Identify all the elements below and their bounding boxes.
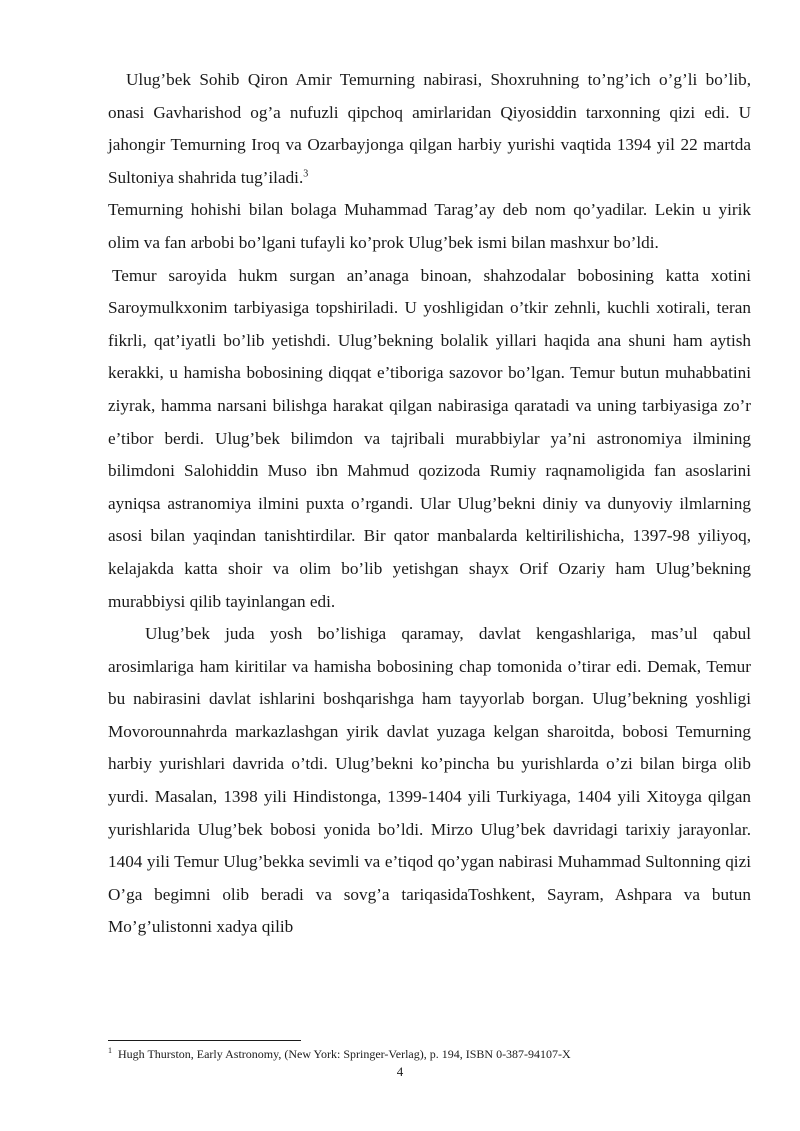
paragraph-1 [108, 64, 751, 194]
footnote-reference[interactable]: 3 [303, 168, 309, 180]
footnote-divider [108, 1040, 301, 1041]
document-body [108, 64, 751, 944]
footnote [108, 1047, 751, 1062]
page-number: 4 [396, 1064, 404, 1079]
paragraph-1-text: Ulug’bek Sohib Qiron Amir Temurning nabirasi, Shoxruhning to’ng’ich o’g’li bo’lib, onasi Gavharishod og’a nufuzli qipchoq amirlaridan Qiyosiddin tarxonning qizi edi. U jahongir Temurning Iroq va Ozarbayjonga qilgan harbiy yurishi vaqtida 1394 yil 22 martda Sultoniya shahrida tug’iladi. [108, 70, 751, 187]
footnote-marker: 1 [108, 1046, 112, 1055]
paragraph-4: Ulug’bek juda yosh bo’lishiga qaramay, davlat kengashlariga, mas’ul qabul arosimlariga ham kiritilar va hamisha bobosining chap tomonida o’tirar edi. Demak, Temur bu nabirasini davlat ishlarini boshqarishga ham tayyorlab borgan. Ulug’bekning yoshligi Movorounnahrda markazlashgan yirik davlat yuzaga kelgan sharoitda, bobosi Temurning harbiy yurishlari davrida o’tdi. Ulug’bekni ko’pincha bu yurishlarda o’zi bilan birga olib yurdi. Masalan, 1398 yili Hindistonga, 1399-1404 yili Turkiyaga, 1404 yili Xitoyga qilgan yurishlarida Ulug’bek bobosi yonida bo’ldi. Mirzo Ulug’bek davridagi tarixiy jarayonlar. 1404 yili Temur Ulug’bekka sevimli va e’tiqod qo’ygan nabirasi Muhammad Sultonning qizi O’ga begimni olib beradi va sovg’a tariqasidaToshkent, Sayram, Ashpara va butun Mo’g’ulistonni xadya qilib [108, 624, 751, 937]
paragraph-2: Temurning hohishi bilan bolaga Muhammad Tarag’ay deb nom qo’yadilar. Lekin u yirik olim va fan arbobi bo’lgani tufayli ko’prok Ulug’bek ismi bilan mashxur bo’ldi. [108, 200, 751, 252]
footnote-text: Hugh Thurston, Early Astronomy, (New York: Springer-Verlag), p. 194, ISBN 0-387-94107-X [118, 1047, 571, 1061]
paragraph-3: Temur saroyida hukm surgan an’anaga binoan, shahzodalar bobosining katta xotini Saroymulkxonim tarbiyasiga topshiriladi. U yoshligidan o’tkir zehnli, kuchli xotirali, teran fikrli, qat’iyatli bo’lib yetishdi. Ulug’bekning bolalik yillari haqida ana shuni ham aytish kerakki, u hamisha bobosining diqqat e’tiboriga sazovor bo’lgan. Temur butun muhabbatini ziyrak, hamma narsani bilishga harakat qilgan nabirasiga qaratadi va uning tarbiyasiga zo’r e’tibor berdi. Ulug’bek bilimdon va tajribali murabbiylar ya’ni astronomiya ilmining bilimdoni Salohiddin Muso ibn Mahmud qozizoda Rumiy raqnamoligida fan asoslarini ayniqsa astranomiya ilmini puxta o’rgandi. Ular Ulug’bekni diniy va dunyoviy ilmlarning asosi bilan yaqindan tanishtirdilar. Bir qator manbalarda keltirilishicha, 1397-98 yiliyoq, kelajakda katta shoir va olim bo’lib yetishgan shayx Orif Ozariy ham Ulug’bekning murabbiysi qilib tayinlangan edi. [108, 265, 751, 611]
